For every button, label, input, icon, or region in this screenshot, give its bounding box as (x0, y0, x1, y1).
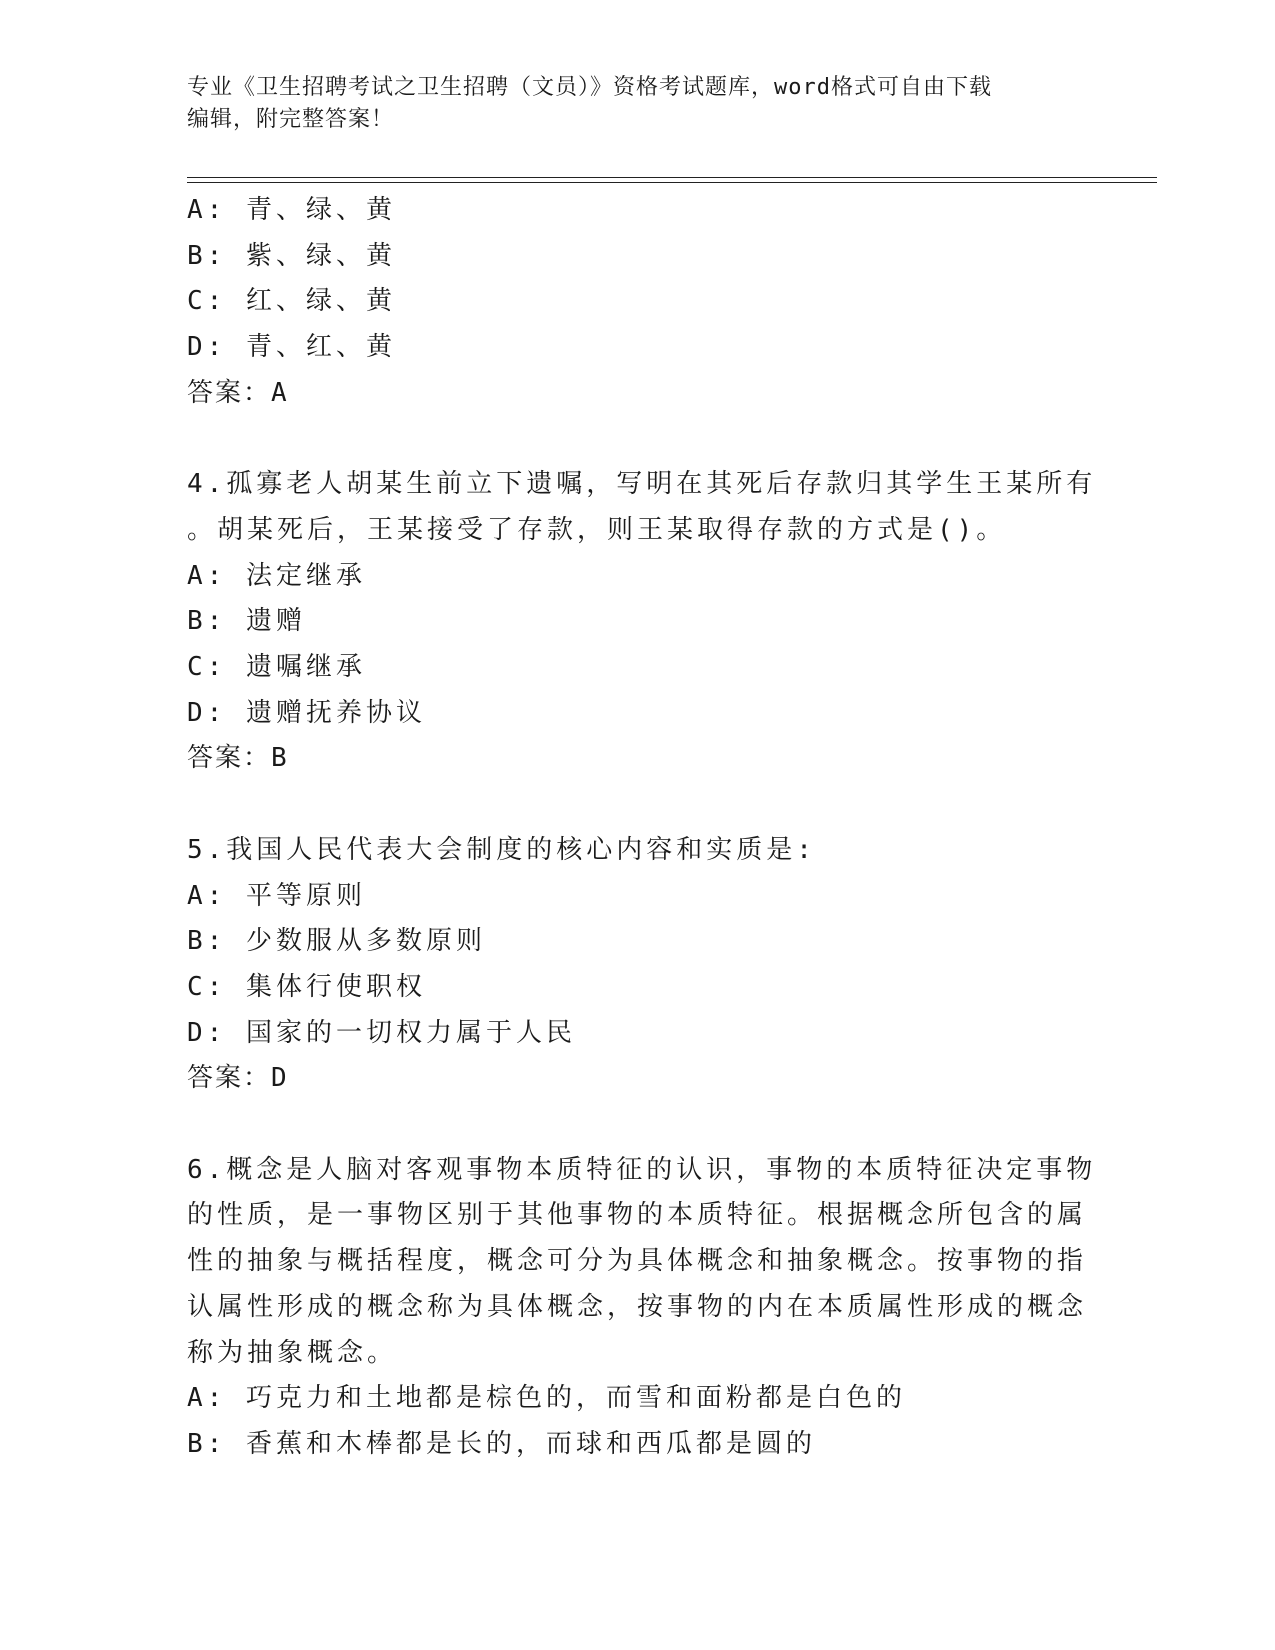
question-6 (187, 1148, 1097, 1468)
option-a: A: 平等原则 (187, 880, 366, 911)
option-a: A: 法定继承 (187, 560, 366, 591)
question-stem-line: 4.孤寡老人胡某生前立下遗嘱，写明在其死后存款归其学生王某所有 (187, 469, 1097, 500)
option-b: B: 紫、绿、黄 (187, 240, 396, 271)
option-a: A: 青、绿、黄 (187, 195, 396, 225)
option-c: C: 集体行使职权 (187, 971, 426, 1002)
option-b: B: 少数服从多数原则 (187, 926, 486, 957)
header-rule-top (187, 177, 1157, 178)
option-c: C: 红、绿、黄 (187, 286, 396, 317)
question-stem-line: 。胡某死后，王某接受了存款，则王某取得存款的方式是()。 (187, 514, 1007, 545)
header-rule-bottom (187, 182, 1157, 183)
document-header (187, 72, 1087, 136)
question-stem-line: 性的抽象与概括程度，概念可分为具体概念和抽象概念。按事物的指 (187, 1246, 1088, 1277)
question-3 (187, 188, 1087, 417)
option-d: D: 国家的一切权力属于人民 (187, 1017, 576, 1048)
option-a: A: 巧克力和土地都是棕色的，而雪和面粉都是白色的 (187, 1383, 906, 1414)
spacer (187, 417, 1087, 463)
option-c: C: 遗嘱继承 (187, 652, 366, 683)
option-d: D: 青、红、黄 (187, 332, 396, 363)
question-stem-line: 的性质，是一事物区别于其他事物的本质特征。根据概念所包含的属 (187, 1200, 1088, 1231)
option-b: B: 遗赠 (187, 606, 306, 637)
question-4 (187, 462, 1097, 782)
spacer (187, 1102, 1087, 1148)
question-stem-line: 5.我国人民代表大会制度的核心内容和实质是: (187, 834, 816, 865)
question-5 (187, 828, 1087, 1102)
answer: 答案：D (187, 1063, 289, 1094)
question-stem-line: 认属性形成的概念称为具体概念，按事物的内在本质属性形成的概念 (187, 1291, 1088, 1322)
option-d: D: 遗赠抚养协议 (187, 697, 426, 728)
question-stem-line: 6.概念是人脑对客观事物本质特征的认识，事物的本质特征决定事物 (187, 1154, 1097, 1185)
question-stem-line: 称为抽象概念。 (187, 1337, 398, 1368)
question-list (187, 188, 1097, 1468)
answer: 答案：A (187, 377, 289, 408)
spacer (187, 782, 1087, 828)
option-b: B: 香蕉和木棒都是长的，而球和西瓜都是圆的 (187, 1428, 816, 1459)
header-line-1: 专业《卫生招聘考试之卫生招聘（文员）》资格考试题库，word格式可自由下载 (187, 75, 992, 100)
answer: 答案：B (187, 743, 289, 774)
header-line-2: 编辑，附完整答案！ (187, 107, 395, 132)
